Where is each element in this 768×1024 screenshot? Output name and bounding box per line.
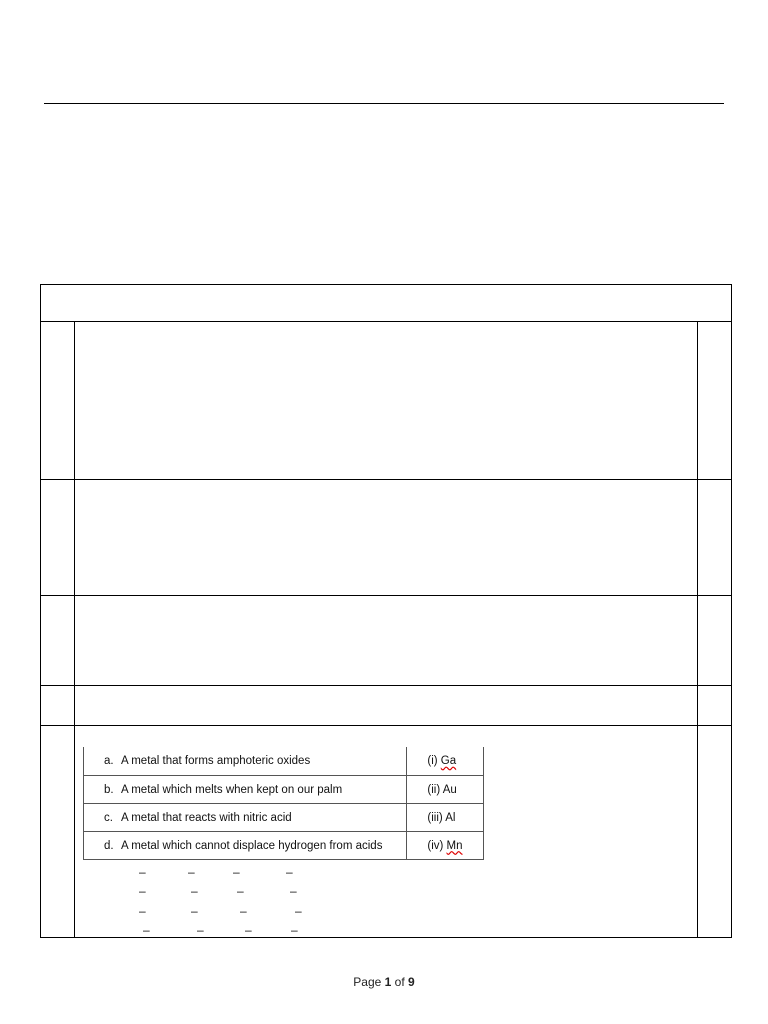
option-text: (i) Ga [427, 755, 457, 767]
answer-dash: – [290, 884, 297, 898]
current-page: 1 [384, 975, 392, 989]
item-label: a. [104, 755, 114, 767]
matching-item [84, 747, 407, 776]
matching-item [84, 804, 407, 832]
answer-dash: – [191, 904, 198, 918]
question-number-cell [41, 726, 75, 937]
matching-option [407, 804, 484, 832]
table-row [84, 832, 484, 860]
question-row-5 [41, 725, 731, 937]
question-marks-cell [697, 686, 731, 725]
question-body-cell [75, 480, 697, 595]
table-row [84, 804, 484, 832]
option-text: (iii) Al [427, 811, 456, 824]
question-row-1 [41, 321, 731, 479]
answer-dash: – [286, 865, 293, 879]
answer-dash: – [245, 923, 252, 937]
question-row-4 [41, 685, 731, 725]
answer-dash: – [191, 884, 198, 898]
question-number-cell [41, 480, 75, 595]
question-marks-cell [697, 596, 731, 685]
question-marks-cell [697, 480, 731, 595]
question-body-cell [75, 726, 697, 937]
of-word: of [394, 975, 405, 989]
question-row-2 [41, 479, 731, 595]
item-text: A metal that forms amphoteric oxides [121, 755, 311, 767]
answer-dash: – [139, 884, 146, 898]
question-body-cell [75, 322, 697, 479]
question-number-cell [41, 322, 75, 479]
header-rule [44, 103, 724, 104]
answer-dash: – [143, 923, 150, 937]
item-text: A metal which melts when kept on our palm [121, 783, 343, 796]
question-marks-cell [697, 726, 731, 937]
answer-dash: – [197, 923, 204, 937]
item-text: A metal which cannot displace hydrogen from acids [121, 839, 383, 852]
answer-dash: – [233, 865, 240, 879]
item-wrap [104, 840, 406, 852]
spellcheck-word: Ga [440, 755, 457, 767]
table-row [84, 776, 484, 804]
question-number-cell [41, 596, 75, 685]
question-number-cell [41, 686, 75, 725]
matching-option [407, 747, 484, 776]
question-marks-cell [697, 322, 731, 479]
question-body-cell [75, 686, 697, 725]
answer-dash: – [188, 865, 195, 879]
question-row-3 [41, 595, 731, 685]
answer-dash: – [139, 904, 146, 918]
item-label: c. [104, 811, 113, 824]
item-label: d. [104, 839, 114, 852]
answer-dash: – [237, 884, 244, 898]
page-footer [0, 975, 768, 989]
answer-dash: – [295, 904, 302, 918]
matching-option [407, 776, 484, 804]
total-pages: 9 [408, 975, 415, 989]
matching-item [84, 776, 407, 804]
matching-table [83, 747, 484, 860]
question-table [40, 284, 732, 938]
matching-option [407, 832, 484, 860]
answer-dash: – [291, 923, 298, 937]
page-word: Page [353, 975, 382, 989]
answer-dash: – [240, 904, 247, 918]
question-body-cell [75, 596, 697, 685]
table-row [84, 747, 484, 776]
option-text: (ii) Au [427, 783, 457, 796]
item-text: A metal that reacts with nitric acid [121, 811, 292, 824]
item-label: b. [104, 783, 114, 796]
answer-dash: – [139, 865, 146, 879]
option-text: (iv) Mn [427, 839, 463, 852]
spellcheck-word: Mn [446, 839, 463, 852]
matching-item [84, 832, 407, 860]
